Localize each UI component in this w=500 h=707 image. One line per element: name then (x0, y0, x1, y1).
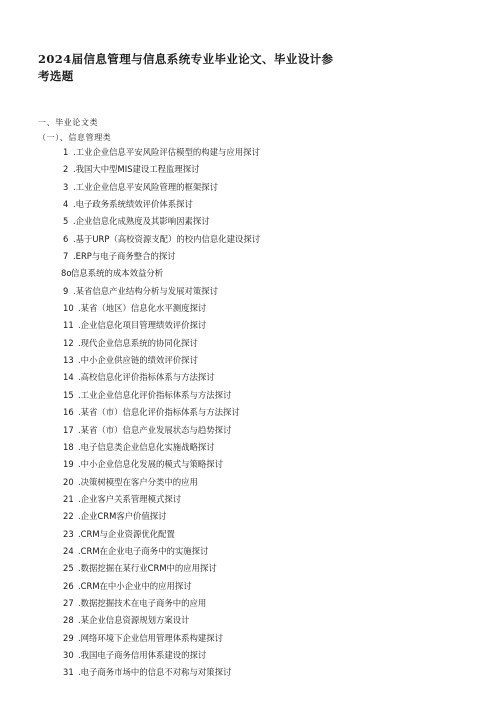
list-item-number: 15 (63, 389, 74, 400)
list-item-text: .中小企业供应链的绩效评价探讨 (78, 355, 198, 366)
list-item-number: 30 (63, 649, 74, 660)
list-item-text: .基于URP（高校资源支配）的校内信息化建设探讨 (73, 233, 261, 244)
list-item-text: .企业客户关系管理模式探讨 (78, 493, 182, 504)
list-item-text: .我国电子商务信用体系建设的探讨 (78, 649, 207, 660)
list-item (0, 354, 500, 371)
list-item-text: .企业信息化成熟度及其影响因素探讨 (73, 216, 210, 227)
list-item-number: 14 (63, 372, 74, 383)
list-item-number: 31 (63, 667, 74, 678)
list-item-number: 21 (63, 493, 74, 504)
list-item-text: .企业CRM客户价值探讨 (78, 511, 167, 522)
list-item-text: .我国大中型MIS建设工程监理探讨 (73, 164, 200, 175)
list-item-text: .电子政务系统绩效评价体系探讨 (73, 199, 193, 210)
list-item (0, 163, 500, 180)
list-item (0, 632, 500, 649)
list-item (0, 666, 500, 683)
list-item-number: 27 (63, 597, 74, 608)
list-item-number: 20 (63, 476, 74, 487)
list-item (0, 250, 500, 267)
list-item-number: 3 (63, 181, 69, 192)
list-item (0, 146, 500, 163)
list-item-text: .某省（地区）信息化水平测度探讨 (78, 303, 207, 314)
list-item (0, 424, 500, 441)
list-item (0, 198, 500, 215)
list-item-number: 28 (63, 615, 74, 626)
list-item-number: 19 (63, 459, 74, 470)
list-item (0, 510, 500, 527)
list-item (0, 371, 500, 388)
list-item-text: 信息系统的成本效益分析 (71, 268, 164, 279)
list-item-text: .CRM与企业资源优化配置 (78, 528, 175, 539)
list-item-text: .某省（市）信息产业发展状态与趋势探讨 (78, 424, 232, 435)
list-item-text: .某省信息产业结构分析与发展对策探讨 (73, 285, 219, 296)
list-item-text: .中小企业信息化发展的模式与策略探讨 (78, 459, 224, 470)
list-item-text: .ERP与电子商务整合的探讨 (73, 251, 176, 262)
list-item-text: .CRM在中小企业中的应用探讨 (78, 580, 192, 591)
list-item-number: 6 (63, 233, 69, 244)
list-item-number: 10 (63, 303, 74, 314)
list-item (0, 545, 500, 562)
list-item-text: .电子信息类企业信息化实施战略探讨 (78, 441, 215, 452)
list-item-text: .高校信息化评价指标体系与方法探讨 (78, 372, 215, 383)
list-item-text: .工业企业信息平安风险评估模型的构建与应用探讨 (73, 147, 260, 157)
list-item (0, 389, 500, 406)
list-item (0, 233, 500, 250)
list-item-number: 9 (63, 285, 69, 296)
list-item-number: 25 (63, 563, 74, 574)
list-item-text: .企业信息化项目管理绩效评价探讨 (78, 320, 207, 331)
list-item (0, 267, 500, 284)
list-item-text: .工业企业信息平安风险管理的框架探讨 (73, 181, 219, 192)
list-item (0, 215, 500, 232)
list-item-number: 7 (63, 251, 69, 262)
list-item-number: 26 (63, 580, 74, 591)
list-item-number: 17 (63, 424, 74, 435)
list-item-number: 18 (63, 441, 74, 452)
list-item (0, 319, 500, 336)
list-item-text: .数据挖掘在某行业CRM中的应用探讨 (78, 563, 217, 574)
list-item-text: .决策树模型在客户分类中的应用 (78, 476, 198, 487)
list-item-number: 12 (63, 337, 74, 348)
list-item-number: 24 (63, 545, 74, 556)
list-item-number: 29 (63, 632, 74, 643)
list-item (0, 302, 500, 319)
list-item (0, 597, 500, 614)
list-item (0, 580, 500, 597)
list-item-text: .某企业信息资源规划方案设计 (78, 615, 190, 626)
list-item (0, 406, 500, 423)
list-item (0, 476, 500, 493)
list-item-text: .网络环境下企业信用管理体系构建探讨 (78, 632, 224, 643)
list-item (0, 493, 500, 510)
list-item-text: .数据挖掘技术在电子商务中的应用 (78, 597, 207, 608)
list-item-text: .某省（市）信息化评价指标体系与方法探讨 (78, 407, 240, 418)
list-item (0, 562, 500, 579)
list-item-text: .CRM在企业电子商务中的实施探讨 (78, 545, 209, 556)
list-item-number: 4 (63, 199, 69, 210)
topic-list (0, 146, 500, 684)
list-item (0, 285, 500, 302)
list-item-number: 8o (61, 268, 72, 279)
list-item-number: 11 (63, 320, 74, 331)
list-item-number: 16 (63, 407, 74, 418)
list-item-number: 22 (63, 511, 74, 522)
list-item-number: 13 (63, 355, 74, 366)
list-item (0, 441, 500, 458)
section-heading: 一、毕业论文类 (38, 118, 99, 127)
list-item-number: 1 (63, 147, 69, 157)
list-item-number: 23 (63, 528, 74, 539)
document-title: 2024届信息管理与信息系统专业毕业论文、毕业设计参考选题 (38, 52, 334, 83)
list-item-text: .工业企业信息化评价指标体系与方法探讨 (78, 389, 232, 400)
list-item (0, 614, 500, 631)
list-item-text: .电子商务市场中的信息不对称与对策探讨 (78, 667, 232, 678)
list-item (0, 181, 500, 198)
subsection-heading: （一）、信息管理类 (38, 133, 112, 142)
list-item-text: .现代企业信息系统的协同化探讨 (78, 337, 198, 348)
list-item-number: 2 (63, 164, 69, 175)
list-item (0, 458, 500, 475)
list-item-number: 5 (63, 216, 69, 227)
list-item (0, 337, 500, 354)
list-item (0, 649, 500, 666)
list-item (0, 528, 500, 545)
